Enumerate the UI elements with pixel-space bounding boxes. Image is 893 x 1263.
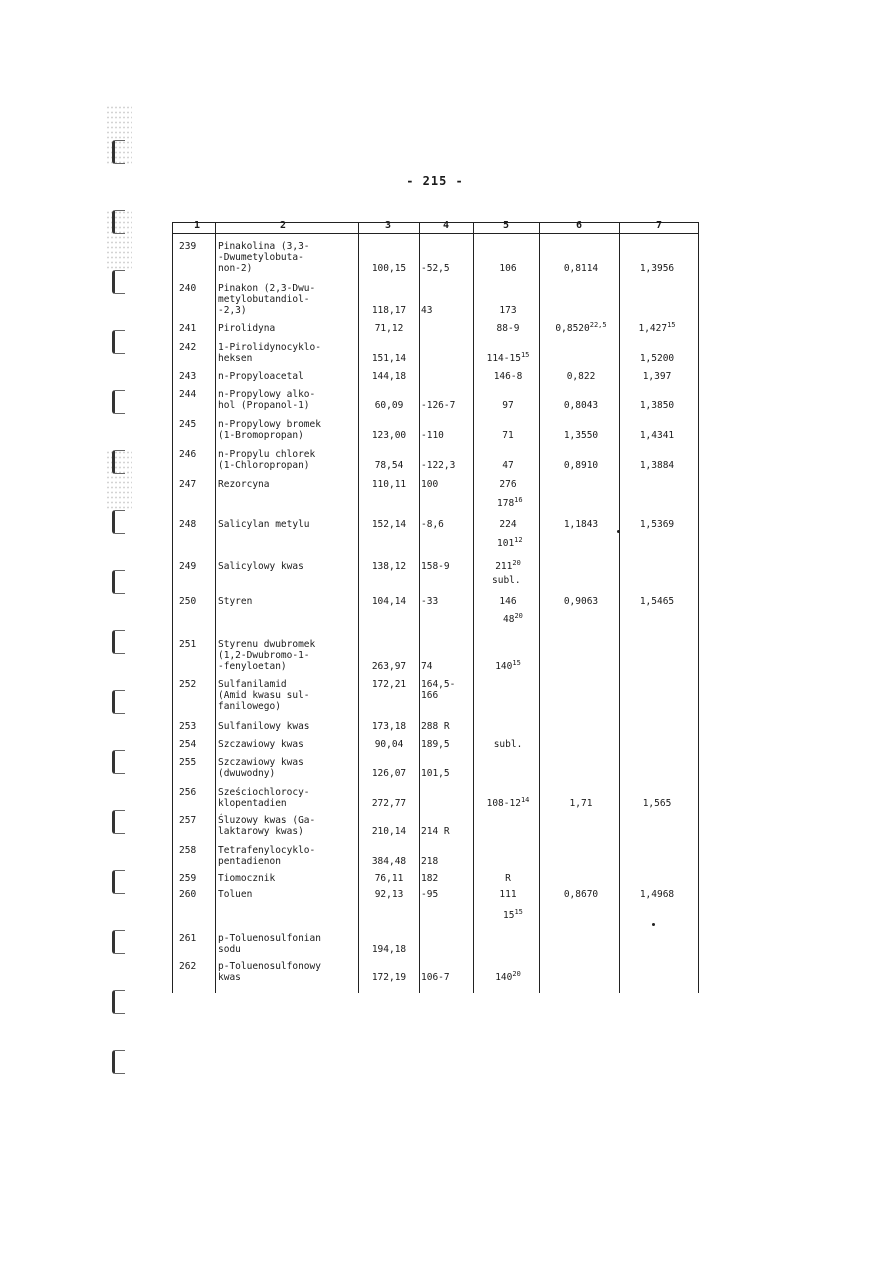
column-header: 1 <box>193 220 201 231</box>
refractive-index: 1,397 <box>642 371 672 382</box>
refractive-index: 1,4968 <box>639 889 675 900</box>
entry-number: 249 <box>179 561 197 572</box>
boiling-point: 146-8 <box>493 371 523 382</box>
melting-point: -126-7 <box>421 400 456 411</box>
ink-dot <box>617 530 620 533</box>
compound-name: p-Toluenosulfonian sodu <box>218 933 321 955</box>
molar-mass: 76,11 <box>374 873 404 884</box>
boiling-point-note: $178^{16}$ <box>497 496 523 509</box>
entry-number: 246 <box>179 449 197 460</box>
superscript: 15 <box>512 659 521 667</box>
refractive-index: 1,5465 <box>639 596 675 607</box>
melting-point: -33 <box>421 596 439 607</box>
entry-number: 262 <box>179 961 197 972</box>
melting-point: -110 <box>421 430 444 441</box>
molar-mass: 194,18 <box>371 944 407 955</box>
molar-mass: 100,15 <box>371 263 407 274</box>
entry-number: 254 <box>179 739 197 750</box>
density: 1,3550 <box>563 430 599 441</box>
boiling-point: 97 <box>502 400 514 411</box>
entry-number: 245 <box>179 419 197 430</box>
boiling-point: 276 <box>499 479 517 490</box>
boiling-point: R <box>505 873 511 884</box>
superscript: 22,5 <box>589 321 607 329</box>
boiling-point: $114-15^{15}$ <box>486 351 530 364</box>
entry-number: 239 <box>179 241 197 252</box>
molar-mass: 173,18 <box>371 721 407 732</box>
molar-mass: 90,04 <box>374 739 404 750</box>
entry-number: 261 <box>179 933 197 944</box>
refractive-index: 1,3884 <box>639 460 675 471</box>
molar-mass: 118,17 <box>371 305 407 316</box>
boiling-point: $211^{20}$ <box>495 559 521 572</box>
density: 0,9063 <box>563 596 599 607</box>
boiling-point: 71 <box>502 430 514 441</box>
molar-mass: 172,21 <box>371 679 407 690</box>
entry-number: 248 <box>179 519 197 530</box>
table-header <box>173 220 698 234</box>
column-header: 4 <box>442 220 450 231</box>
compound-name: Toluen <box>218 889 253 900</box>
compound-name: Tetrafenylocyklo- pentadienon <box>218 845 316 867</box>
melting-point: 43 <box>421 305 433 316</box>
superscript: 14 <box>520 796 530 804</box>
superscript: 20 <box>512 559 521 567</box>
column-header: 6 <box>575 220 583 231</box>
refractive-index: 1,3850 <box>639 400 675 411</box>
molar-mass: 123,00 <box>371 430 407 441</box>
boiling-point: 173 <box>499 305 517 316</box>
superscript: 15 <box>520 351 530 359</box>
melting-point: 106-7 <box>421 972 450 983</box>
superscript: 20 <box>512 970 521 978</box>
superscript: 20 <box>514 612 523 620</box>
melting-point: -122,3 <box>421 460 456 471</box>
boiling-point-note: $101^{12}$ <box>497 536 523 549</box>
compound-name: Tiomocznik <box>218 873 276 884</box>
melting-point: -95 <box>421 889 439 900</box>
entry-number: 252 <box>179 679 197 690</box>
melting-point: -52,5 <box>421 263 450 274</box>
entry-number: 240 <box>179 283 197 294</box>
column-header: 3 <box>384 220 392 231</box>
refractive-index: 1,4341 <box>639 430 675 441</box>
entry-number: 259 <box>179 873 197 884</box>
density: 0,8043 <box>563 400 599 411</box>
boiling-point: 224 <box>499 519 517 530</box>
compound-name: Rezorcyna <box>218 479 270 490</box>
melting-point: 100 <box>421 479 439 490</box>
molar-mass: 263,97 <box>371 661 407 672</box>
molar-mass: 144,18 <box>371 371 407 382</box>
boiling-point: subl. <box>493 739 523 750</box>
molar-mass: 272,77 <box>371 798 407 809</box>
superscript: 15 <box>514 908 523 916</box>
boiling-point: 111 <box>499 889 517 900</box>
compound-name: Salicylan metylu <box>218 519 310 530</box>
column-divider <box>419 223 420 993</box>
density: 0,8520$^{22,5}$ <box>555 321 607 334</box>
boiling-point-note: subl. <box>492 575 521 586</box>
melting-point: 74 <box>421 661 433 672</box>
spiral-binding <box>106 100 128 1100</box>
boiling-point: $140^{20}$ <box>495 970 521 983</box>
entry-number: 258 <box>179 845 197 856</box>
ink-dot <box>652 923 655 926</box>
melting-point: 214 R <box>421 826 450 837</box>
melting-point: 182 <box>421 873 439 884</box>
density: 0,8670 <box>563 889 599 900</box>
molar-mass: 92,13 <box>374 889 404 900</box>
entry-number: 242 <box>179 342 197 353</box>
entry-number: 247 <box>179 479 197 490</box>
melting-point: -8,6 <box>421 519 444 530</box>
molar-mass: 126,07 <box>371 768 407 779</box>
density: 0,8114 <box>563 263 599 274</box>
molar-mass: 152,14 <box>371 519 407 530</box>
page-number: - 215 - <box>406 174 464 188</box>
entry-number: 251 <box>179 639 197 650</box>
density: 0,8910 <box>563 460 599 471</box>
entry-number: 260 <box>179 889 197 900</box>
refractive-index: 1,5200 <box>639 353 675 364</box>
refractive-index: 1,3956 <box>639 263 675 274</box>
molar-mass: 210,14 <box>371 826 407 837</box>
boiling-point: 47 <box>502 460 514 471</box>
melting-point: 189,5 <box>421 739 450 750</box>
melting-point: 218 <box>421 856 439 867</box>
compound-name: Śluzowy kwas (Ga- laktarowy kwas) <box>218 815 316 837</box>
compound-name: n-Propylowy alko- hol (Propanol-1) <box>218 389 316 411</box>
superscript: 16 <box>514 496 523 504</box>
refractive-index: 1,427$^{15}$ <box>638 321 676 334</box>
column-header: 7 <box>655 220 663 231</box>
compound-name: Pirolidyna <box>218 323 276 334</box>
entry-number: 253 <box>179 721 197 732</box>
melting-point: 158-9 <box>421 561 450 572</box>
melting-point: 101,5 <box>421 768 450 779</box>
boiling-point-note: $48^{20}$ <box>503 612 523 625</box>
molar-mass: 151,14 <box>371 353 407 364</box>
compound-name: Salicylowy kwas <box>218 561 304 572</box>
compound-name: Sulfanilamid (Amid kwasu sul- fanilowego) <box>218 679 310 712</box>
data-table <box>172 222 699 993</box>
column-divider <box>619 223 620 993</box>
compound-name: n-Propylowy bromek (1-Bromopropan) <box>218 419 321 441</box>
molar-mass: 71,12 <box>374 323 404 334</box>
compound-name: Styrenu dwubromek (1,2-Dwubromo-1- -fenyloetan) <box>218 639 316 672</box>
molar-mass: 110,11 <box>371 479 407 490</box>
entry-number: 255 <box>179 757 197 768</box>
density: 0,822 <box>566 371 596 382</box>
column-divider <box>358 223 359 993</box>
melting-point: 164,5- 166 <box>421 679 456 701</box>
molar-mass: 60,09 <box>374 400 404 411</box>
compound-name: n-Propylu chlorek (1-Chloropropan) <box>218 449 316 471</box>
entry-number: 257 <box>179 815 197 826</box>
boiling-point: $140^{15}$ <box>495 659 521 672</box>
column-divider <box>473 223 474 993</box>
molar-mass: 138,12 <box>371 561 407 572</box>
boiling-point: 106 <box>499 263 517 274</box>
entry-number: 241 <box>179 323 197 334</box>
entry-number: 250 <box>179 596 197 607</box>
entry-number: 244 <box>179 389 197 400</box>
density: 1,1843 <box>563 519 599 530</box>
refractive-index: 1,5369 <box>639 519 675 530</box>
column-header: 2 <box>279 220 287 231</box>
superscript: 15 <box>667 321 676 329</box>
compound-name: Pinakon (2,3-Dwu- metylobutandiol- -2,3) <box>218 283 316 316</box>
molar-mass: 78,54 <box>374 460 404 471</box>
column-divider <box>215 223 216 993</box>
boiling-point-note: $15^{15}$ <box>503 908 523 921</box>
compound-name: Sulfanilowy kwas <box>218 721 310 732</box>
column-header: 5 <box>502 220 510 231</box>
superscript: 12 <box>514 536 523 544</box>
entry-number: 243 <box>179 371 197 382</box>
compound-name: Pinakolina (3,3- -Dwumetylobuta- non-2) <box>218 241 310 274</box>
melting-point: 288 R <box>421 721 450 732</box>
molar-mass: 104,14 <box>371 596 407 607</box>
refractive-index: 1,565 <box>642 798 672 809</box>
boiling-point: $108-12^{14}$ <box>486 796 530 809</box>
boiling-point: 88-9 <box>496 323 520 334</box>
compound-name: Szczawiowy kwas (dwuwodny) <box>218 757 304 779</box>
compound-name: p-Toluenosulfonowy kwas <box>218 961 321 983</box>
boiling-point: 146 <box>499 596 517 607</box>
compound-name: 1-Pirolidynocyklo- heksen <box>218 342 321 364</box>
compound-name: Sześciochlorocy- klopentadien <box>218 787 310 809</box>
compound-name: Szczawiowy kwas <box>218 739 304 750</box>
molar-mass: 172,19 <box>371 972 407 983</box>
compound-name: n-Propyloacetal <box>218 371 304 382</box>
compound-name: Styren <box>218 596 253 607</box>
density: 1,71 <box>569 798 593 809</box>
entry-number: 256 <box>179 787 197 798</box>
molar-mass: 384,48 <box>371 856 407 867</box>
